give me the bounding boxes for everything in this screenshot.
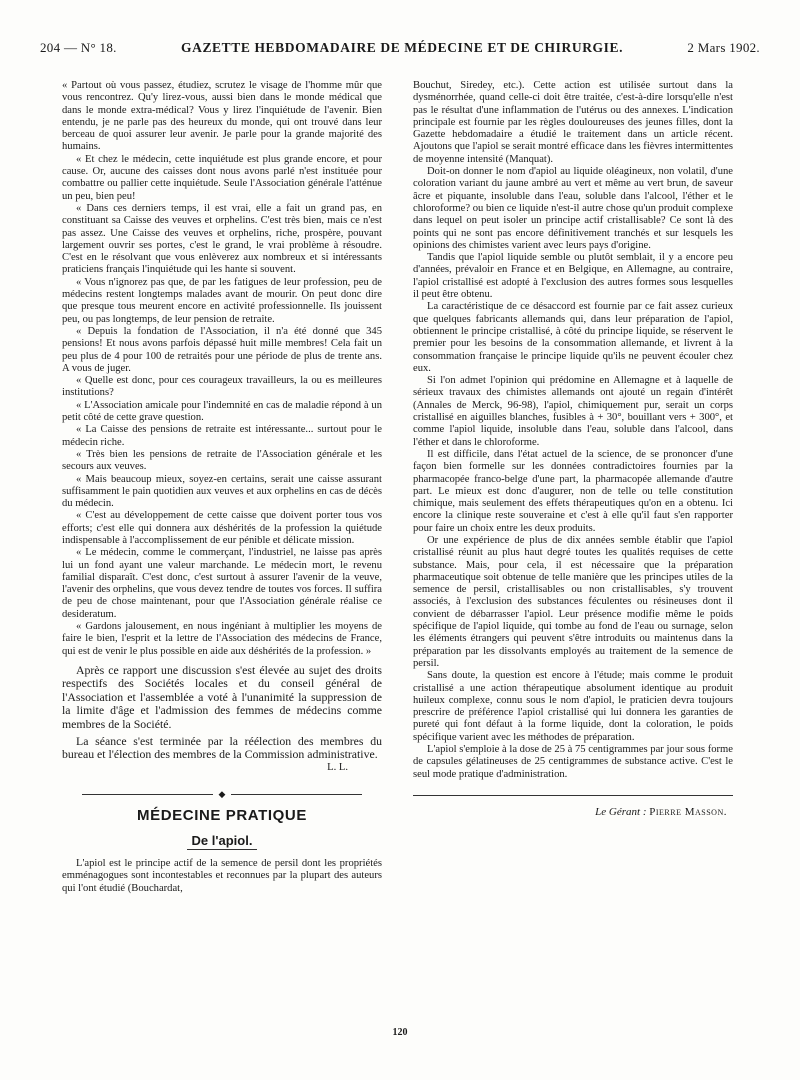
paragraph: « Très bien les pensions de retraite de l'Association générale et les secours aux veuves. [62,448,382,473]
subsection-rule [187,849,257,850]
paragraph: « La Caisse des pensions de retraite est intéressante... surtout pour le médecin riche. [62,424,382,448]
paragraph: Tandis que l'apiol liquide semble ou plutôt semblait, il y a encore peu d'années, prévaloir en France et en Belgique, en Allemagne, au contraire, l'apiol cristallisé est adopté à l'exclusion des autres formes sous lesquelles il peut être obtenu. [413,252,733,301]
ornament-icon: ◆ [218,789,226,800]
page-header [40,40,760,58]
page-number: 120 [392,1027,408,1038]
gerant-line [413,806,733,818]
section-divider [82,788,362,800]
paragraph: « Le médecin, comme le commerçant, l'industriel, ne laisse pas après lui un fond ayant une valeur marchande. Le médecin mort, le revenu familial disparaît. C'est donc, c'est surtout à assurer l'avenir de la veuve, l'avenir des orphelins, que vous devez tendre de toutes vos forces. Il suffira de peu de chose maintenant, pour que l'Association générale réalise ce desideratum. [62,547,382,620]
signature: L. L. [327,761,348,773]
right-column [413,80,733,818]
paragraph: Sans doute, la question est encore à l'étude; mais comme le produit cristallisé a une action thérapeutique absolument identique au produit huileux complexe, connu sous le nom d'apiol, le praticien devra toujours prescrire de préférence l'apiol cristallisé qui lui donnera les garanties de pureté qui font défaut à la forme liquide, dont la coloration, le poids spécifique varient avec les méthodes de préparation. [413,670,733,743]
end-rule [413,795,733,796]
header-date: 2 Mars 1902. [687,40,760,55]
paragraph: L'apiol s'emploie à la dose de 25 à 75 centigrammes par jour sous forme de capsules gélatineuses de 25 centigrammes de substance active. C'est le seul mode pratique d'administration. [413,744,733,780]
paragraph: Or une expérience de plus de dix années semble établir que l'apiol cristallisé réunit au plus haut degré toutes les qualités requises de cette substance. Mais, pour cela, il est nécessaire que la préparation pharmaceutique soit obtenue de telle manière que les principes utiles de la semence de persil, cristallisables ou non cristallisables, s'y trouvent associés, à l'exclusion des substances féculentes ou résineuses dont il convient de débarrasser l'apiol. Leur présence modifie même le poids spécifique de l'apiol liquide, qui tombe au fond de l'eau ou surnage, selon les éléments étrangers qui peuvent s'être introduits ou maintenus dans la préparation par les dissolvants employés au traitement de la semence de persil. [413,534,733,669]
header-page-ref: 204 — N° 18. [40,40,117,55]
paragraph: Si l'on admet l'opinion qui prédomine en Allemagne et à laquelle de sérieux travaux des chimistes allemands ont ajouté un regain d'intérêt (Annales de Merck, 96-98), l'apiol, chimiquement pur, serait un corps cristallisé en aiguilles blanches, fusibles à + 30°, bouillant vers + 300°, et comme l'apiol liquide, insoluble dans l'eau, soluble dans l'alcool, dans l'éther et dans le chloroforme. [413,375,733,448]
subsection-title: De l'apiol. [191,832,253,848]
paragraph: La caractéristique de ce désaccord est fournie par ce fait assez curieux que quelques fabricants allemands qui, dans leur préparation de l'apiol, obtiennent le principe cristallisé, à côté du principe liquide, se réservent le premier pour les besoins de la consommation allemande, et livrent à la consommation française le principe liquide qu'ils ne peuvent écouler chez eux. [413,301,733,374]
journal-title: GAZETTE HEBDOMADAIRE DE MÉDECINE ET DE CHIRURGIE. [181,40,624,55]
paragraph: « Gardons jalousement, en nous ingéniant à multiplier les moyens de faire le bien, l'esprit et la lettre de l'Association des médecins de France, qui est de venir le plus possible en aide aux déshérités de la profession. » [62,621,382,657]
paragraph: « Quelle est donc, pour ces courageux travailleurs, la ou es meilleures institutions? [62,375,382,399]
paragraph: Après ce rapport une discussion s'est élevée au sujet des droits respectifs des Sociétés locales et du conseil général de l'Association et l'assemblée a voté à l'unanimité la suppression de la limite d'âge et l'admission des femmes de médecins comme membres de la Société. [62,662,382,731]
paragraph: « Depuis la fondation de l'Association, il n'a été donné que 345 pensions! Et nous avons parfois dépassé huit mille membres! Cela fait un peu plus de 4 pour 100 de retraités pour une période de plus de trente ans. A vous de juger. [62,325,382,374]
paragraph: « Et chez le médecin, cette inquiétude est plus grande encore, et pour cause. Or, aucune des caisses dont nous avons parlé n'est instituée pour combattre ou pallier cette inquiétude. Seule l'Association générale l'atténue un peu, bien peu! [62,153,382,202]
gerant-name: Pierre Masson. [649,805,727,818]
paragraph: « L'Association amicale pour l'indemnité en cas de maladie répond à un petit côté de cette grave question. [62,399,382,424]
section-title: MÉDECINE PRATIQUE [137,807,307,825]
paragraph: La séance s'est terminée par la réélection des membres du bureau et l'élection des membres de la Commission administrative. [62,733,382,762]
paragraph: Il est difficile, dans l'état actuel de la science, de se prononcer d'une façon bien formelle sur les données contradictoires fournies par la pharmacopée franco-belge d'une part, la pharmacopée allemande d'autre part. Le mieux est donc d'augurer, non de telle ou telle constitution chimique, mais seulement des effets thérapeutiques qu'on en a obtenu. Ici encore la clinique reste souveraine et c'est à elle qu'il faut s'en rapporter pour faire un choix entre les deux produits. [413,448,733,534]
paragraph: Doit-on donner le nom d'apiol au liquide oléagineux, non volatil, d'une coloration variant du jaune ambré au vert et même au vert brun, de saveur âcre et piquante, insoluble dans l'eau, soluble dans l'alcool, l'éther et le chloroforme? ou bien ce liquide n'est-il autre chose qu'un produit complexe dans lequel on peut isoler un principe actif cristallisable? Ce sont là des points qui ne sont pas encore définitivement tranchés et sur lesquels les opinions des chimistes varient avec leurs pays d'origine. [413,166,733,251]
divider-line [82,794,213,795]
paragraph: « Vous n'ignorez pas que, de par les fatigues de leur profession, peu de médecins restent longtemps malades avant de mourir. On peut donc dire que presque tous meurent encore en activité professionnelle. Ils jouissent peu, ou pas longtemps, de leur pension de retraite. [62,276,382,325]
gerant-label: Le Gérant : [595,805,647,818]
paragraph: L'apiol est le principe actif de la semence de persil dont les propriétés emménagogues sont incontestables et reconnues par la plupart des auteurs qui l'ont étudié (Bouchardat, [62,857,382,894]
paragraph: « C'est au développement de cette caisse que doivent porter tous vos efforts; c'est elle qui donnera aux déshérités de la profession la quiétude indispensable à l'accomplissement de eur pénible et délicate mission. [62,510,382,546]
paragraph: « Mais beaucoup mieux, soyez-en certains, serait une caisse assurant suffisamment le pain quotidien aux veuves et aux orphelins en cas de décès du médecin. [62,473,382,510]
paragraph: « Dans ces derniers temps, il est vrai, elle a fait un grand pas, en constituant sa Caisse des veuves et orphelins. C'est très bien, mais ce n'est pas assez. Une Caisse des veuves et orphelins, riche, prospère, pouvant largement ouvrir ses portes, c'est le grand, le vrai problème à résoudre. C'est en le résolvant que vous enlèverez aux nombreux et si intéressants praticiens français l'inquiétude qui les hante si souvent. [62,202,382,276]
paragraph: Bouchut, Siredey, etc.). Cette action est utilisée surtout dans la dysménorrhée, quand celle-ci doit être traitée, c'est-à-dire lorsqu'elle n'est pas le résultat d'une inflammation de l'utérus ou des annexes. L'indication principale est fournie par les règles douloureuses des jeunes filles, dont la Gazette hebdomadaire a étudié le traitement dans un article récent. Ajoutons que l'apiol se serait montré efficace dans les fièvres intermittentes de moyenne intensité (Manquat). [413,80,734,165]
left-column [62,80,382,895]
paragraph: « Partout où vous passez, étudiez, scrutez le visage de l'homme mûr que vous rencontrez. Qu'y lirez-vous, aussi bien dans le monde médical que dans le monde extra-médical? Vous y lirez l'inquiétude de l'avenir. Bien entendu, je ne parle pas des heureux du monde, qui ont trouvé dans leur berceau de quoi assurer leur avenir. Je parle pour la grande majorité des humains. [62,80,382,153]
divider-line [231,794,362,795]
